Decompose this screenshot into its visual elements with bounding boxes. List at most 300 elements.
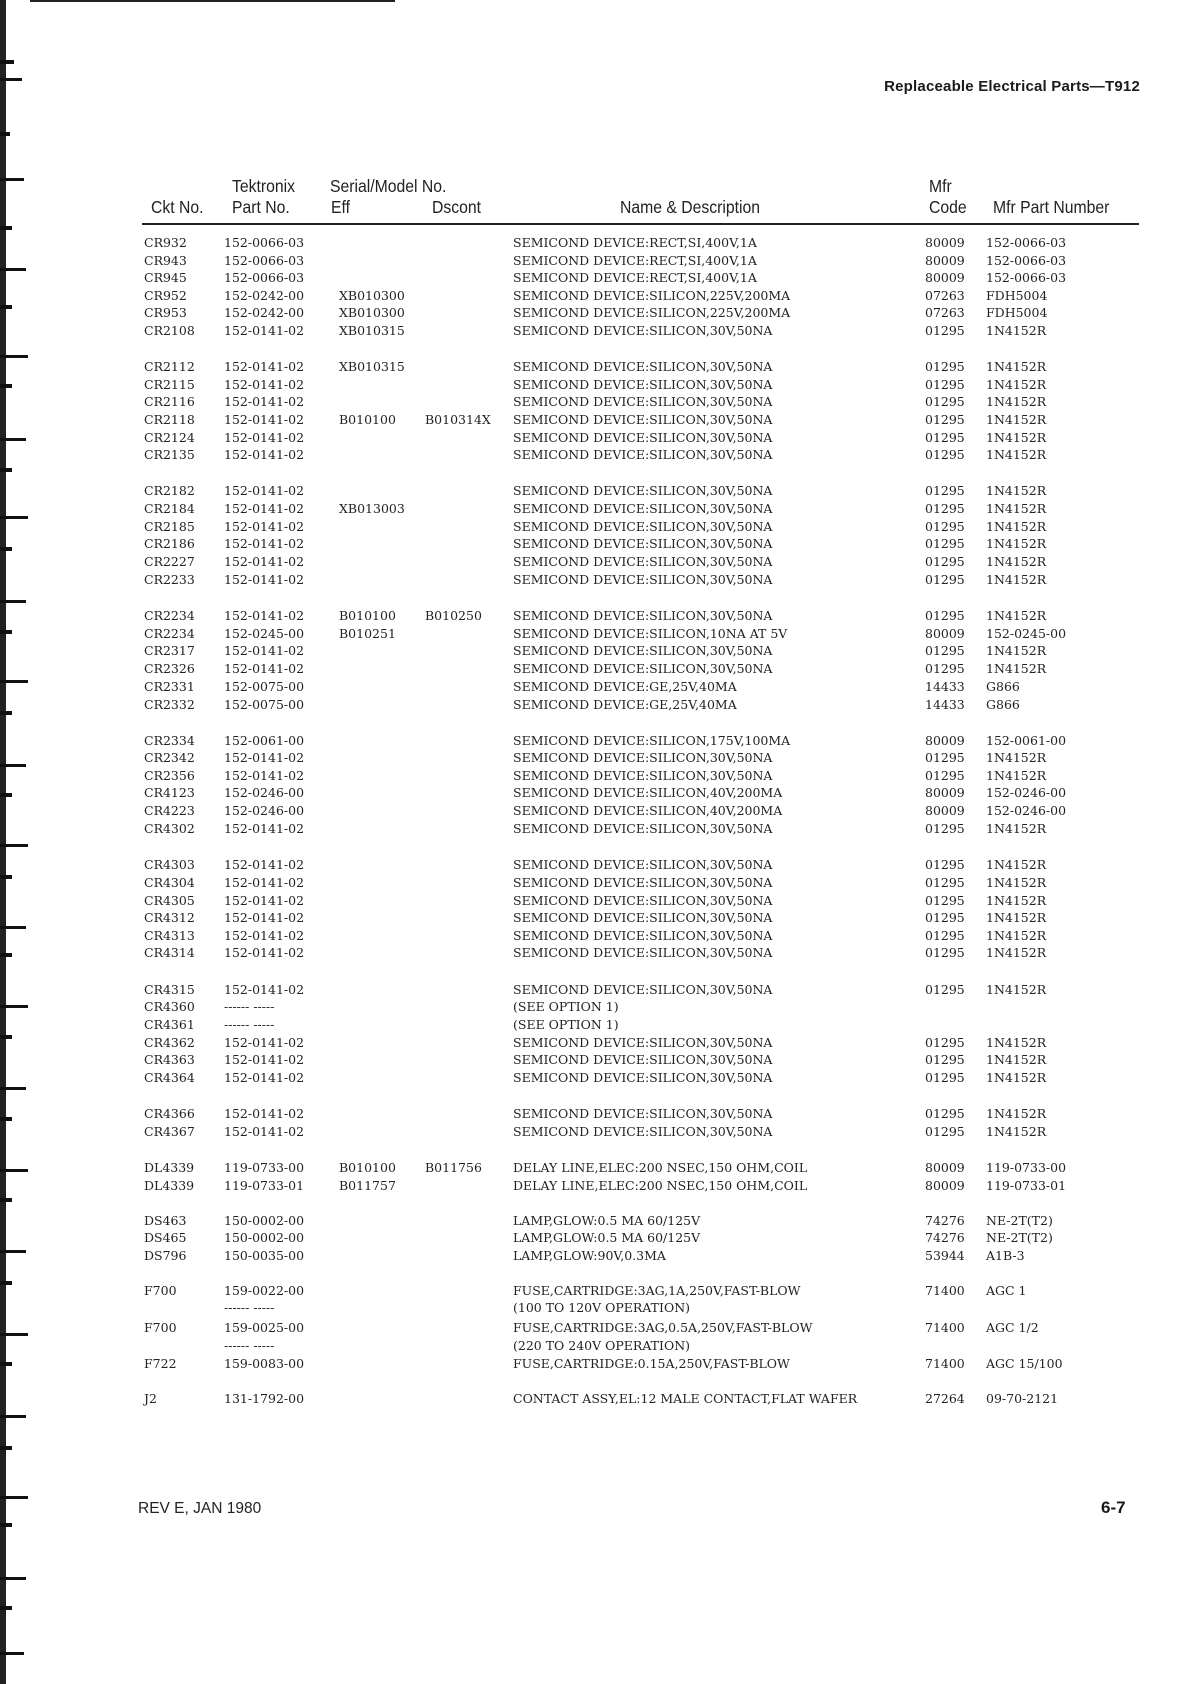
description-cell: LAMP,GLOW:0.5 MA 60/125V xyxy=(513,1230,701,1245)
mfr-part-number-cell: 1N4152R xyxy=(986,501,1047,516)
mfr-code-cell: 01295 xyxy=(925,1106,965,1121)
mfr-code-cell: 01295 xyxy=(925,608,965,623)
part-no-cell: 152-0141-02 xyxy=(224,768,305,783)
description-cell: LAMP,GLOW:90V,0.3MA xyxy=(513,1248,666,1263)
col-header-mfr: Mfr xyxy=(929,176,952,196)
mfr-part-number-cell: 152-0246-00 xyxy=(986,785,1067,800)
ckt-no-cell: DS463 xyxy=(144,1213,187,1228)
ckt-no-cell: CR2112 xyxy=(144,359,195,374)
ckt-no-cell: CR4363 xyxy=(144,1052,195,1067)
table-row xyxy=(0,305,1190,323)
part-no-cell: ------ ----- xyxy=(224,1338,275,1353)
part-no-cell: 131-1792-00 xyxy=(224,1391,305,1406)
table-row xyxy=(0,288,1190,306)
mfr-code-cell: 01295 xyxy=(925,928,965,943)
table-row xyxy=(0,501,1190,519)
serial-eff-cell: B011757 xyxy=(339,1178,396,1193)
serial-eff-cell: B010100 xyxy=(339,412,396,427)
ckt-no-cell: CR4312 xyxy=(144,910,195,925)
table-row xyxy=(0,1213,1190,1231)
table-row xyxy=(0,1160,1190,1178)
mfr-part-number-cell: AGC 1/2 xyxy=(986,1320,1039,1335)
description-cell: (100 TO 120V OPERATION) xyxy=(513,1300,691,1315)
mfr-code-cell: 80009 xyxy=(925,253,965,268)
mfr-code-cell: 01295 xyxy=(925,323,965,338)
description-cell: SEMICOND DEVICE:GE,25V,40MA xyxy=(513,697,737,712)
description-cell: SEMICOND DEVICE:RECT,SI,400V,1A xyxy=(513,270,757,285)
ckt-no-cell: F700 xyxy=(144,1320,177,1335)
col-header-eff: Eff xyxy=(331,197,350,217)
mfr-code-cell: 01295 xyxy=(925,447,965,462)
table-row xyxy=(0,910,1190,928)
description-cell: SEMICOND DEVICE:SILICON,30V,50NA xyxy=(513,875,773,890)
description-cell: SEMICOND DEVICE:SILICON,30V,50NA xyxy=(513,323,773,338)
part-no-cell: 152-0061-00 xyxy=(224,733,305,748)
table-row xyxy=(0,857,1190,875)
mfr-part-number-cell: FDH5004 xyxy=(986,288,1048,303)
description-cell: (220 TO 240V OPERATION) xyxy=(513,1338,691,1353)
table-row xyxy=(0,945,1190,963)
ckt-no-cell: CR2108 xyxy=(144,323,195,338)
description-cell: SEMICOND DEVICE:SILICON,225V,200MA xyxy=(513,288,791,303)
mfr-part-number-cell: 1N4152R xyxy=(986,1070,1047,1085)
part-no-cell: 152-0066-03 xyxy=(224,235,305,250)
table-row xyxy=(0,679,1190,697)
table-row xyxy=(0,1124,1190,1142)
part-no-cell: 152-0242-00 xyxy=(224,305,305,320)
table-row xyxy=(0,1391,1190,1409)
part-no-cell: 152-0245-00 xyxy=(224,626,305,641)
table-row xyxy=(0,536,1190,554)
description-cell: SEMICOND DEVICE:SILICON,30V,50NA xyxy=(513,412,773,427)
part-no-cell: 152-0141-02 xyxy=(224,910,305,925)
part-no-cell: 152-0141-02 xyxy=(224,1106,305,1121)
part-no-cell: 152-0246-00 xyxy=(224,785,305,800)
mfr-part-number-cell: 1N4152R xyxy=(986,928,1047,943)
mfr-part-number-cell: 1N4152R xyxy=(986,430,1047,445)
ckt-no-cell: CR932 xyxy=(144,235,187,250)
mfr-code-cell: 01295 xyxy=(925,394,965,409)
part-no-cell: ------ ----- xyxy=(224,1017,275,1032)
serial-eff-cell: B010251 xyxy=(339,626,396,641)
table-row xyxy=(0,821,1190,839)
mfr-part-number-cell: 1N4152R xyxy=(986,608,1047,623)
table-row xyxy=(0,270,1190,288)
description-cell: SEMICOND DEVICE:SILICON,30V,50NA xyxy=(513,430,773,445)
mfr-code-cell: 01295 xyxy=(925,536,965,551)
description-cell: SEMICOND DEVICE:SILICON,30V,50NA xyxy=(513,643,773,658)
mfr-code-cell: 01295 xyxy=(925,857,965,872)
mfr-code-cell: 01295 xyxy=(925,768,965,783)
part-no-cell: 152-0141-02 xyxy=(224,982,305,997)
part-no-cell: ------ ----- xyxy=(224,1300,275,1315)
table-row xyxy=(0,1106,1190,1124)
description-cell: SEMICOND DEVICE:SILICON,175V,100MA xyxy=(513,733,791,748)
mfr-code-cell: 71400 xyxy=(925,1283,965,1298)
mfr-part-number-cell: 1N4152R xyxy=(986,875,1047,890)
serial-eff-cell: XB010300 xyxy=(339,305,405,320)
ckt-no-cell: CR4361 xyxy=(144,1017,195,1032)
part-no-cell: 152-0141-02 xyxy=(224,821,305,836)
table-row xyxy=(0,661,1190,679)
description-cell: SEMICOND DEVICE:SILICON,30V,50NA xyxy=(513,536,773,551)
ckt-no-cell: CR2185 xyxy=(144,519,195,534)
ckt-no-cell: CR2135 xyxy=(144,447,195,462)
col-header-dscont: Dscont xyxy=(432,197,482,217)
description-cell: SEMICOND DEVICE:GE,25V,40MA xyxy=(513,679,737,694)
ckt-no-cell: F722 xyxy=(144,1356,177,1371)
table-row xyxy=(0,1283,1190,1301)
mfr-part-number-cell: NE-2T(T2) xyxy=(986,1213,1053,1228)
mfr-part-number-cell: 1N4152R xyxy=(986,377,1047,392)
mfr-code-cell: 74276 xyxy=(925,1230,965,1245)
mfr-part-number-cell: 1N4152R xyxy=(986,483,1047,498)
ckt-no-cell: CR2124 xyxy=(144,430,195,445)
ckt-no-cell: CR943 xyxy=(144,253,187,268)
mfr-part-number-cell: AGC 15/100 xyxy=(986,1356,1063,1371)
ckt-no-cell: CR2342 xyxy=(144,750,195,765)
part-no-cell: 119-0733-00 xyxy=(224,1160,305,1175)
part-no-cell: 152-0141-02 xyxy=(224,359,305,374)
mfr-part-number-cell: 1N4152R xyxy=(986,768,1047,783)
table-row xyxy=(0,643,1190,661)
serial-eff-cell: B010100 xyxy=(339,1160,396,1175)
ckt-no-cell: CR2118 xyxy=(144,412,195,427)
description-cell: SEMICOND DEVICE:RECT,SI,400V,1A xyxy=(513,235,757,250)
table-row xyxy=(0,377,1190,395)
serial-eff-cell: XB010315 xyxy=(339,323,405,338)
mfr-code-cell: 01295 xyxy=(925,1035,965,1050)
description-cell: SEMICOND DEVICE:SILICON,40V,200MA xyxy=(513,785,783,800)
mfr-part-number-cell: 1N4152R xyxy=(986,1106,1047,1121)
part-no-cell: 152-0141-02 xyxy=(224,875,305,890)
table-row xyxy=(0,1320,1190,1338)
serial-dscont-cell: B010250 xyxy=(425,608,482,623)
part-no-cell: 152-0141-02 xyxy=(224,394,305,409)
table-row xyxy=(0,1035,1190,1053)
part-no-cell: 152-0066-03 xyxy=(224,253,305,268)
part-no-cell: 152-0141-02 xyxy=(224,430,305,445)
mfr-code-cell: 01295 xyxy=(925,501,965,516)
mfr-part-number-cell: 1N4152R xyxy=(986,412,1047,427)
mfr-code-cell: 01295 xyxy=(925,572,965,587)
ckt-no-cell: CR953 xyxy=(144,305,187,320)
mfr-code-cell: 01295 xyxy=(925,893,965,908)
ckt-no-cell: CR2234 xyxy=(144,626,195,641)
part-no-cell: 152-0141-02 xyxy=(224,519,305,534)
table-row xyxy=(0,803,1190,821)
description-cell: SEMICOND DEVICE:SILICON,30V,50NA xyxy=(513,893,773,908)
part-no-cell: 152-0141-02 xyxy=(224,377,305,392)
ckt-no-cell: CR4362 xyxy=(144,1035,195,1050)
ckt-no-cell: CR945 xyxy=(144,270,187,285)
mfr-code-cell: 01295 xyxy=(925,1070,965,1085)
mfr-code-cell: 14433 xyxy=(925,679,965,694)
ckt-no-cell: CR2334 xyxy=(144,733,195,748)
mfr-code-cell: 01295 xyxy=(925,661,965,676)
mfr-code-cell: 01295 xyxy=(925,945,965,960)
description-cell: SEMICOND DEVICE:SILICON,30V,50NA xyxy=(513,1052,773,1067)
part-no-cell: 152-0141-02 xyxy=(224,572,305,587)
mfr-part-number-cell: 119-0733-00 xyxy=(986,1160,1067,1175)
mfr-part-number-cell: 1N4152R xyxy=(986,893,1047,908)
description-cell: SEMICOND DEVICE:SILICON,30V,50NA xyxy=(513,1070,773,1085)
ckt-no-cell: CR4364 xyxy=(144,1070,195,1085)
mfr-code-cell: 80009 xyxy=(925,1178,965,1193)
ckt-no-cell: CR2184 xyxy=(144,501,195,516)
description-cell: SEMICOND DEVICE:SILICON,30V,50NA xyxy=(513,661,773,676)
table-row xyxy=(0,750,1190,768)
mfr-code-cell: 27264 xyxy=(925,1391,965,1406)
col-header-name-description: Name & Description xyxy=(620,197,761,217)
mfr-part-number-cell: 152-0066-03 xyxy=(986,253,1067,268)
description-cell: SEMICOND DEVICE:SILICON,30V,50NA xyxy=(513,821,773,836)
ckt-no-cell: CR2227 xyxy=(144,554,195,569)
mfr-code-cell: 07263 xyxy=(925,288,965,303)
ckt-no-cell: DL4339 xyxy=(144,1160,195,1175)
table-row xyxy=(0,733,1190,751)
col-header-code: Code xyxy=(929,197,967,217)
part-no-cell: 152-0141-02 xyxy=(224,447,305,462)
mfr-part-number-cell: 152-0066-03 xyxy=(986,270,1067,285)
description-cell: SEMICOND DEVICE:SILICON,30V,50NA xyxy=(513,483,773,498)
description-cell: LAMP,GLOW:0.5 MA 60/125V xyxy=(513,1213,701,1228)
table-row xyxy=(0,928,1190,946)
mfr-code-cell: 01295 xyxy=(925,377,965,392)
table-row xyxy=(0,483,1190,501)
mfr-part-number-cell: 152-0061-00 xyxy=(986,733,1067,748)
mfr-code-cell: 07263 xyxy=(925,305,965,320)
mfr-code-cell: 01295 xyxy=(925,412,965,427)
part-no-cell: 152-0141-02 xyxy=(224,554,305,569)
description-cell: FUSE,CARTRIDGE:3AG,0.5A,250V,FAST-BLOW xyxy=(513,1320,813,1335)
part-no-cell: 152-0242-00 xyxy=(224,288,305,303)
ckt-no-cell: CR4366 xyxy=(144,1106,195,1121)
part-no-cell: 152-0075-00 xyxy=(224,697,305,712)
description-cell: SEMICOND DEVICE:SILICON,40V,200MA xyxy=(513,803,783,818)
ckt-no-cell: CR4303 xyxy=(144,857,195,872)
part-no-cell: 152-0141-02 xyxy=(224,608,305,623)
description-cell: SEMICOND DEVICE:SILICON,30V,50NA xyxy=(513,501,773,516)
ckt-no-cell: CR4313 xyxy=(144,928,195,943)
table-row xyxy=(0,519,1190,537)
part-no-cell: 159-0025-00 xyxy=(224,1320,305,1335)
mfr-part-number-cell: 1N4152R xyxy=(986,643,1047,658)
part-no-cell: 152-0141-02 xyxy=(224,1035,305,1050)
part-no-cell: 152-0066-03 xyxy=(224,270,305,285)
mfr-part-number-cell: 1N4152R xyxy=(986,661,1047,676)
part-no-cell: 152-0141-02 xyxy=(224,857,305,872)
mfr-code-cell: 01295 xyxy=(925,483,965,498)
part-no-cell: ------ ----- xyxy=(224,999,275,1014)
description-cell: FUSE,CARTRIDGE:0.15A,250V,FAST-BLOW xyxy=(513,1356,790,1371)
mfr-part-number-cell: 152-0246-00 xyxy=(986,803,1067,818)
ckt-no-cell: CR4360 xyxy=(144,999,195,1014)
description-cell: SEMICOND DEVICE:SILICON,30V,50NA xyxy=(513,857,773,872)
description-cell: SEMICOND DEVICE:SILICON,30V,50NA xyxy=(513,554,773,569)
mfr-code-cell: 01295 xyxy=(925,1052,965,1067)
part-no-cell: 159-0083-00 xyxy=(224,1356,305,1371)
description-cell: SEMICOND DEVICE:SILICON,30V,50NA xyxy=(513,1035,773,1050)
serial-dscont-cell: B010314X xyxy=(425,412,491,427)
mfr-part-number-cell: NE-2T(T2) xyxy=(986,1230,1053,1245)
table-row xyxy=(0,412,1190,430)
part-no-cell: 152-0141-02 xyxy=(224,643,305,658)
description-cell: SEMICOND DEVICE:SILICON,30V,50NA xyxy=(513,572,773,587)
mfr-code-cell: 01295 xyxy=(925,910,965,925)
ckt-no-cell: CR4367 xyxy=(144,1124,195,1139)
col-header-ckt-no: Ckt No. xyxy=(151,197,204,217)
table-row xyxy=(0,1017,1190,1035)
revision-note: REV E, JAN 1980 xyxy=(138,1500,262,1517)
ckt-no-cell: DL4339 xyxy=(144,1178,195,1193)
part-no-cell: 150-0002-00 xyxy=(224,1213,305,1228)
part-no-cell: 150-0002-00 xyxy=(224,1230,305,1245)
ckt-no-cell: DS796 xyxy=(144,1248,187,1263)
ckt-no-cell: CR952 xyxy=(144,288,187,303)
table-row xyxy=(0,785,1190,803)
mfr-code-cell: 80009 xyxy=(925,235,965,250)
ckt-no-cell: CR2233 xyxy=(144,572,195,587)
table-row xyxy=(0,999,1190,1017)
mfr-part-number-cell: A1B-3 xyxy=(986,1248,1025,1263)
page-number: 6-7 xyxy=(1101,1498,1126,1517)
header-rule xyxy=(142,223,1139,225)
table-row xyxy=(0,893,1190,911)
part-no-cell: 159-0022-00 xyxy=(224,1283,305,1298)
description-cell: DELAY LINE,ELEC:200 NSEC,150 OHM,COIL xyxy=(513,1160,808,1175)
ckt-no-cell: CR2234 xyxy=(144,608,195,623)
mfr-code-cell: 80009 xyxy=(925,733,965,748)
table-row xyxy=(0,608,1190,626)
part-no-cell: 152-0141-02 xyxy=(224,501,305,516)
ckt-no-cell: CR2331 xyxy=(144,679,195,694)
description-cell: SEMICOND DEVICE:SILICON,30V,50NA xyxy=(513,768,773,783)
mfr-part-number-cell: 1N4152R xyxy=(986,750,1047,765)
description-cell: SEMICOND DEVICE:SILICON,30V,50NA xyxy=(513,608,773,623)
mfr-code-cell: 80009 xyxy=(925,785,965,800)
ckt-no-cell: CR2186 xyxy=(144,536,195,551)
table-row xyxy=(0,1338,1190,1356)
mfr-code-cell: 01295 xyxy=(925,643,965,658)
ckt-no-cell: CR2182 xyxy=(144,483,195,498)
serial-eff-cell: XB010300 xyxy=(339,288,405,303)
part-no-cell: 152-0141-02 xyxy=(224,412,305,427)
mfr-code-cell: 01295 xyxy=(925,554,965,569)
serial-eff-cell: B010100 xyxy=(339,608,396,623)
table-row xyxy=(0,359,1190,377)
description-cell: SEMICOND DEVICE:SILICON,30V,50NA xyxy=(513,1106,773,1121)
mfr-part-number-cell: 1N4152R xyxy=(986,982,1047,997)
ckt-no-cell: CR4223 xyxy=(144,803,195,818)
table-row xyxy=(0,1356,1190,1374)
part-no-cell: 152-0141-02 xyxy=(224,323,305,338)
table-row xyxy=(0,235,1190,253)
part-no-cell: 152-0141-02 xyxy=(224,750,305,765)
mfr-part-number-cell: 1N4152R xyxy=(986,945,1047,960)
table-row xyxy=(0,554,1190,572)
mfr-part-number-cell: 1N4152R xyxy=(986,359,1047,374)
mfr-code-cell: 01295 xyxy=(925,359,965,374)
ckt-no-cell: F700 xyxy=(144,1283,177,1298)
mfr-part-number-cell: 1N4152R xyxy=(986,1052,1047,1067)
mfr-code-cell: 14433 xyxy=(925,697,965,712)
description-cell: SEMICOND DEVICE:SILICON,30V,50NA xyxy=(513,394,773,409)
mfr-part-number-cell: 152-0066-03 xyxy=(986,235,1067,250)
mfr-code-cell: 01295 xyxy=(925,821,965,836)
mfr-code-cell: 01295 xyxy=(925,750,965,765)
table-row xyxy=(0,697,1190,715)
description-cell: (SEE OPTION 1) xyxy=(513,1017,619,1032)
mfr-code-cell: 80009 xyxy=(925,1160,965,1175)
mfr-code-cell: 01295 xyxy=(925,430,965,445)
ckt-no-cell: CR2317 xyxy=(144,643,195,658)
description-cell: SEMICOND DEVICE:SILICON,30V,50NA xyxy=(513,750,773,765)
part-no-cell: 152-0141-02 xyxy=(224,1052,305,1067)
mfr-part-number-cell: 152-0245-00 xyxy=(986,626,1067,641)
ckt-no-cell: CR2356 xyxy=(144,768,195,783)
mfr-code-cell: 01295 xyxy=(925,1124,965,1139)
part-no-cell: 152-0141-02 xyxy=(224,1124,305,1139)
description-cell: SEMICOND DEVICE:SILICON,30V,50NA xyxy=(513,928,773,943)
mfr-part-number-cell: 1N4152R xyxy=(986,1124,1047,1139)
part-no-cell: 152-0141-02 xyxy=(224,893,305,908)
mfr-code-cell: 74276 xyxy=(925,1213,965,1228)
description-cell: SEMICOND DEVICE:SILICON,225V,200MA xyxy=(513,305,791,320)
description-cell: SEMICOND DEVICE:SILICON,30V,50NA xyxy=(513,359,773,374)
description-cell: (SEE OPTION 1) xyxy=(513,999,619,1014)
part-no-cell: 152-0141-02 xyxy=(224,536,305,551)
part-no-cell: 152-0141-02 xyxy=(224,483,305,498)
description-cell: SEMICOND DEVICE:SILICON,30V,50NA xyxy=(513,982,773,997)
mfr-code-cell: 53944 xyxy=(925,1248,965,1263)
ckt-no-cell: CR2116 xyxy=(144,394,195,409)
mfr-code-cell: 80009 xyxy=(925,270,965,285)
table-row xyxy=(0,253,1190,271)
col-header-tektronix: Tektronix xyxy=(232,176,296,196)
table-row xyxy=(0,626,1190,644)
mfr-part-number-cell: 1N4152R xyxy=(986,323,1047,338)
mfr-part-number-cell: G866 xyxy=(986,697,1020,712)
description-cell: FUSE,CARTRIDGE:3AG,1A,250V,FAST-BLOW xyxy=(513,1283,801,1298)
ckt-no-cell: CR4315 xyxy=(144,982,195,997)
table-row xyxy=(0,430,1190,448)
mfr-code-cell: 80009 xyxy=(925,626,965,641)
mfr-code-cell: 01295 xyxy=(925,875,965,890)
table-row xyxy=(0,768,1190,786)
table-row xyxy=(0,1070,1190,1088)
table-row xyxy=(0,1300,1190,1318)
description-cell: SEMICOND DEVICE:SILICON,10NA AT 5V xyxy=(513,626,788,641)
mfr-part-number-cell: 1N4152R xyxy=(986,821,1047,836)
mfr-part-number-cell: FDH5004 xyxy=(986,305,1048,320)
description-cell: SEMICOND DEVICE:RECT,SI,400V,1A xyxy=(513,253,757,268)
mfr-part-number-cell: 1N4152R xyxy=(986,554,1047,569)
table-row xyxy=(0,447,1190,465)
mfr-part-number-cell: 1N4152R xyxy=(986,1035,1047,1050)
mfr-part-number-cell: 1N4152R xyxy=(986,394,1047,409)
ckt-no-cell: CR4304 xyxy=(144,875,195,890)
ckt-no-cell: J2 xyxy=(144,1391,157,1406)
table-row xyxy=(0,572,1190,590)
serial-eff-cell: XB013003 xyxy=(339,501,405,516)
part-no-cell: 152-0141-02 xyxy=(224,928,305,943)
serial-eff-cell: XB010315 xyxy=(339,359,405,374)
ckt-no-cell: DS465 xyxy=(144,1230,187,1245)
mfr-part-number-cell: G866 xyxy=(986,679,1020,694)
mfr-part-number-cell: AGC 1 xyxy=(986,1283,1027,1298)
mfr-part-number-cell: 1N4152R xyxy=(986,519,1047,534)
